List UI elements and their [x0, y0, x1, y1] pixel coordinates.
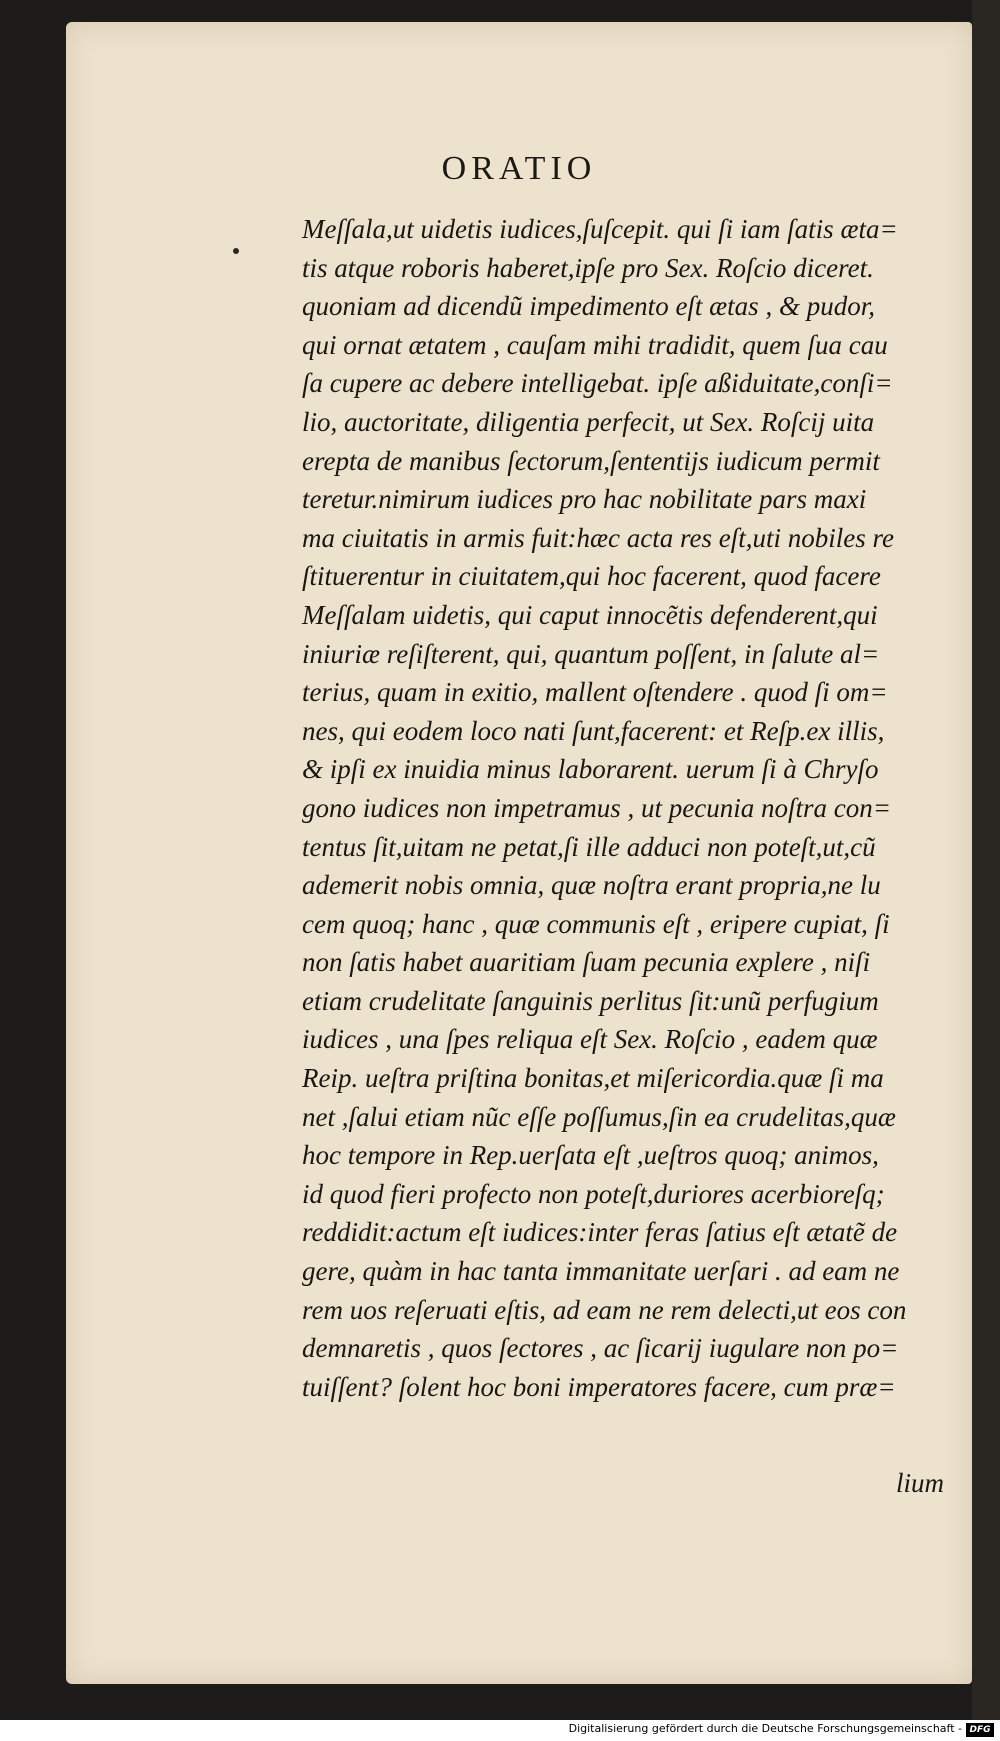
text-line: ademerit nobis omnia, quæ noſtra erant propria,ne lu	[302, 870, 881, 901]
text-line: iudices , una ſpes reliqua eſt Sex. Roſcio , eadem quæ	[302, 1024, 878, 1055]
margin-mark	[233, 248, 239, 254]
text-line: non ſatis habet auaritiam ſuam pecunia explere , niſi	[302, 947, 871, 978]
text-line: erepta de manibus ſectorum,ſententijs iudicum permit	[302, 445, 880, 476]
text-line: quoniam ad dicendũ impedimento eſt ætas , & pudor,	[302, 291, 875, 322]
text-line: net ,ſalui etiam nũc eſſe poſſumus,ſin ea crudelitas,quæ	[302, 1101, 896, 1132]
text-line: iniuriæ reſiſterent, qui, quantum poſſent, in ſalute al=	[302, 638, 880, 669]
dfg-logo: DFG	[966, 1723, 994, 1737]
text-line: hoc tempore in Rep.uerſata eſt ,ueſtros quoq; animos,	[302, 1140, 879, 1171]
text-line: gere, quàm in hac tanta immanitate uerſari . ad eam ne	[302, 1256, 900, 1287]
text-line: gono iudices non impetramus , ut pecunia noſtra con=	[302, 792, 891, 823]
text-line: terius, quam in exitio, mallent oſtendere . quod ſi om=	[302, 677, 888, 708]
text-line: lio, auctoritate, diligentia perfecit, ut Sex. Roſcij uita	[302, 406, 875, 437]
text-line: tis atque roboris haberet,ipſe pro Sex. Roſcio diceret.	[302, 252, 874, 283]
text-line: Reip. ueſtra priſtina bonitas,et miſericordia.quæ ſi ma	[302, 1063, 884, 1094]
text-line: etiam crudelitate ſanguinis perlitus ſit:unũ perfugium	[302, 985, 879, 1016]
catchword: lium	[896, 1468, 945, 1498]
text-line: ma ciuitatis in armis fuit:hæc acta res eſt,uti nobiles re	[302, 522, 894, 553]
text-line: nes, qui eodem loco nati ſunt,facerent: et Reſp.ex illis,	[302, 715, 885, 746]
text-line: Meſſalam uidetis, qui caput innocẽtis defenderent,qui	[302, 599, 878, 630]
text-line: & ipſi ex inuidia minus laborarent. uerum ſi à Chryſo	[302, 754, 879, 785]
running-head: ORATIO	[441, 150, 597, 187]
text-block	[302, 210, 1000, 1406]
text-line: Meſſala,ut uidetis iudices,ſuſcepit. qui ſi iam ſatis æta=	[302, 214, 898, 244]
text-line: teretur.nimirum iudices pro hac nobilitate pars maxi	[302, 484, 867, 515]
digitization-credit: Digitalisierung gefördert durch die Deutsche Forschungsgemeinschaft -	[568, 1722, 962, 1735]
text-line: qui ornat ætatem , cauſam mihi tradidit, quem ſua cau	[302, 329, 888, 360]
text-line: id quod fieri profecto non poteſt,duriores acerbioreſq;	[302, 1178, 885, 1209]
text-line: tentus ſit,uitam ne petat,ſi ille adduci non poteſt,ut,cũ	[302, 831, 876, 862]
text-line: reddidit:actum eſt iudices:inter feras ſatius eſt ætatẽ de	[302, 1217, 898, 1248]
text-line: ſtituerentur in ciuitatem,qui hoc facerent, quod facere	[302, 561, 881, 592]
text-line: ſa cupere ac debere intelligebat. ipſe aßiduitate,conſi=	[302, 368, 893, 399]
text-line: rem uos reſeruati eſtis, ad eam ne rem delecti,ut eos con	[302, 1294, 907, 1325]
text-line: tuiſſent? ſolent hoc boni imperatores facere, cum præ=	[302, 1371, 896, 1402]
text-line: demnaretis , quos ſectores , ac ſicarij iugulare non po=	[302, 1333, 899, 1364]
book-page	[66, 22, 972, 1684]
text-line: cem quoq; hanc , quæ communis eſt , eripere cupiat, ſi	[302, 908, 890, 939]
